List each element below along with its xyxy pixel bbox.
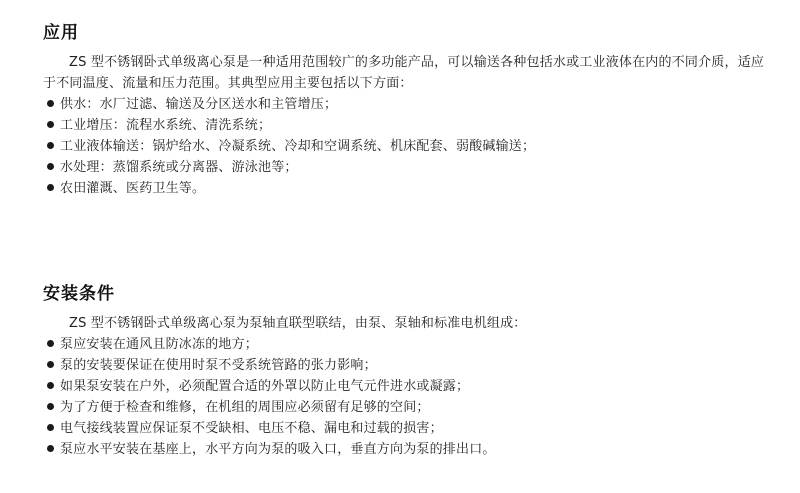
list-item <box>43 157 773 178</box>
list-item-text: 为了方便于检查和维修，在机组的周围应必须留有足够的空间； <box>60 400 430 415</box>
list-item-text: 泵的安装要保证在使用时泵不受系统管路的张力影响； <box>60 358 377 373</box>
list-item <box>43 136 773 157</box>
application-list <box>43 94 773 199</box>
list-item-text: 如果泵安装在户外，必须配置合适的外罩以防止电气元件进水或凝露； <box>60 379 470 394</box>
list-item <box>43 94 773 115</box>
bullet-icon <box>47 403 54 410</box>
install-title: 安装条件 <box>43 284 115 304</box>
bullet-icon <box>47 424 54 431</box>
bullet-icon <box>47 100 54 107</box>
list-item-text: 泵应安装在通风且防冰冻的地方； <box>60 337 259 352</box>
install-list <box>43 334 773 460</box>
list-item-text: 电气接线装置应保证泵不受缺相、电压不稳、漏电和过载的损害； <box>60 421 443 436</box>
bullet-icon <box>47 184 54 191</box>
bullet-icon <box>47 445 54 452</box>
list-item <box>43 115 773 136</box>
list-item-text: 水处理：蒸馏系统或分离器、游泳池等； <box>60 160 298 175</box>
bullet-icon <box>47 382 54 389</box>
bullet-icon <box>47 121 54 128</box>
list-item <box>43 376 773 397</box>
bullet-icon <box>47 142 54 149</box>
list-item-text: 工业液体输送：锅炉给水、冷凝系统、冷却和空调系统、机床配套、弱酸碱输送； <box>60 139 536 154</box>
list-item-text: 供水：水厂过滤、输送及分区送水和主管增压； <box>60 97 338 112</box>
bullet-icon <box>47 361 54 368</box>
list-item <box>43 439 773 460</box>
list-item-text: 农田灌溉、医药卫生等。 <box>60 181 206 196</box>
list-item <box>43 355 773 376</box>
list-item <box>43 397 773 418</box>
install-section <box>43 283 773 460</box>
list-item <box>43 334 773 355</box>
bullet-icon <box>47 340 54 347</box>
list-item <box>43 178 773 199</box>
list-item <box>43 418 773 439</box>
application-title: 应用 <box>43 23 79 43</box>
application-section <box>43 22 773 199</box>
list-item-text: 工业增压：流程水系统、清洗系统； <box>60 118 272 133</box>
bullet-icon <box>47 163 54 170</box>
application-intro: ZS 型不锈钢卧式单级离心泵是一种适用范围较广的多功能产品，可以输送各种包括水或工业液体在内的不同介质，适应于不同温度、流量和压力范围。其典型应用主要包括以下方面： <box>43 55 765 91</box>
install-intro: ZS 型不锈钢卧式单级离心泵为泵轴直联型联结，由泵、泵轴和标准电机组成： <box>69 316 527 331</box>
list-item-text: 泵应水平安装在基座上，水平方向为泵的吸入口，垂直方向为泵的排出口。 <box>60 442 496 457</box>
